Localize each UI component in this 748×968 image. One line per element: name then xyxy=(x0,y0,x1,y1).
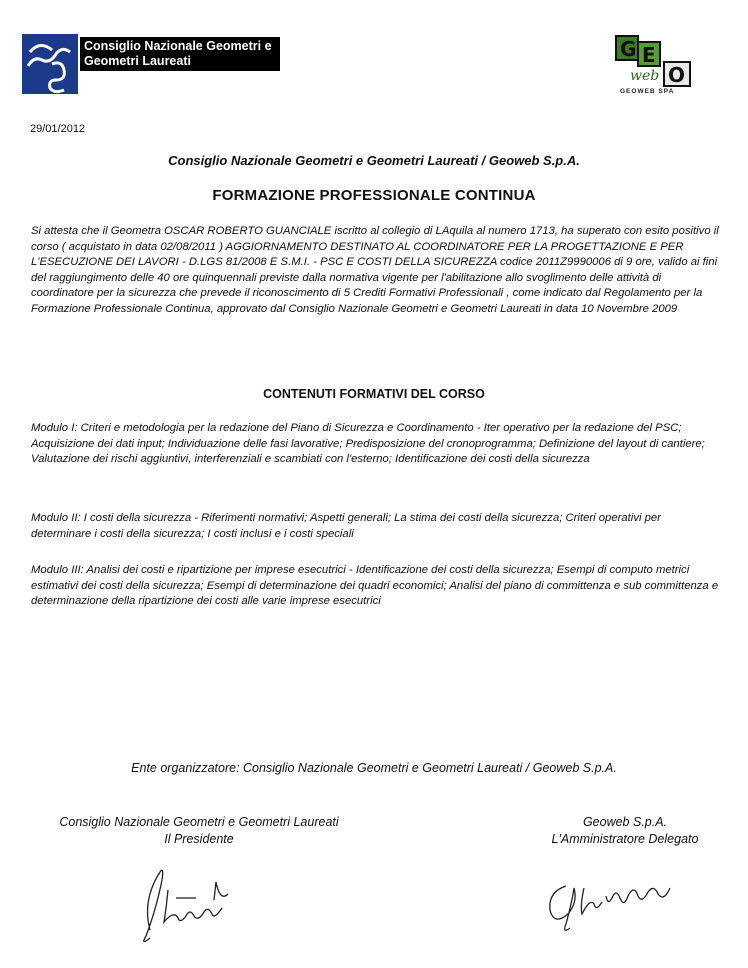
right-signatory-role: L'Amministratore Delegato xyxy=(551,832,699,846)
svg-text:E: E xyxy=(642,43,656,67)
module-3-paragraph: Modulo III: Analisi dei costi e ripartizione per imprese esecutrici - Identificazione dei costi della sicurezza; Esempi di computo metrici estimativi dei costi della sicurezza; Esempi di determinazione dei quadri economici; Analisi del piano di committenza e sub committenza e determinazione della ripartizione dei costi alle varie imprese esecutrici xyxy=(31,564,719,608)
document-date: 29/01/2012 xyxy=(30,123,86,135)
module-1-paragraph: Modulo I: Criteri e metodologia per la redazione del Piano di Sicurezza e Coordinamento - Iter operativo per la redazione del PSC; Acquisizione dei dati input; Individuazione delle fasi lavorative; Predisposizione del cronoprogramma; Definizione del layout di cantiere; Valutazione dei rischi aggiuntivi, interferenziali e scambiati con l'esterno; Identificazione dei costi della sicurezza xyxy=(31,422,705,466)
right-signatory xyxy=(520,814,730,848)
geoweb-logo-caption: GEOWEB SPA xyxy=(620,88,675,95)
administrator-signature xyxy=(540,866,700,936)
cng-logo-mark xyxy=(22,34,78,94)
cng-logo xyxy=(22,34,280,94)
svg-text:G: G xyxy=(620,37,637,61)
cng-logo-text: Consiglio Nazionale Geometri e Geometri Laureati xyxy=(80,37,280,71)
geoweb-logo xyxy=(612,32,706,98)
president-signature xyxy=(110,860,260,950)
svg-text:O: O xyxy=(668,63,686,87)
attestation-paragraph: Si attesta che il Geometra OSCAR ROBERTO GUANCIALE iscritto al collegio di LAquila al numero 1713, ha superato con esito positivo il corso ( acquistato in data 02/08/2011 ) AGGIORNAMENTO DESTINATO AL COORDINATORE PER LA PROGETTAZIONE E PER L'ESECUZIONE DEI LAVORI - D.LGS 81/2008 E S.M.I. - PSC E COSTI DELLA SICUREZZA codice 2011Z9990006 di 9 ore, valido ai fini del raggiungimento delle 40 ore quinquennali previste dalla normativa vigente per l'abilitazione allo svoglimento delle attività di coordinatore per la sicurezza che prevede il riconoscimento di 5 Crediti Formativi Professionali , come indicato dal Regolamento per la Formazione Professionale Continua, approvato dal Consiglio Nazionale Geometri e Geometri Laureati in data 10 Novembre 2009 xyxy=(31,225,719,315)
organization-heading: Consiglio Nazionale Geometri e Geometri Laureati / Geoweb S.p.A. xyxy=(168,153,580,168)
contents-heading: CONTENUTI FORMATIVI DEL CORSO xyxy=(263,387,485,401)
svg-text:web: web xyxy=(630,68,660,84)
organizer-line: Ente organizzatore: Consiglio Nazionale Geometri e Geometri Laureati / Geoweb S.p.A. xyxy=(131,761,617,775)
left-signatory-org: Consiglio Nazionale Geometri e Geometri Laureati xyxy=(59,815,339,829)
left-signatory-role: Il Presidente xyxy=(164,832,234,846)
right-signatory-org: Geoweb S.p.A. xyxy=(582,815,668,829)
document-title: FORMAZIONE PROFESSIONALE CONTINUA xyxy=(212,187,536,204)
module-2-paragraph: Modulo II: I costi della sicurezza - Riferimenti normativi; Aspetti generali; La stima dei costi della sicurezza; Criteri operativi per determinare i costi della sicurezza; I costi inclusi e i costi speciali xyxy=(31,512,661,540)
left-signatory xyxy=(34,814,364,848)
